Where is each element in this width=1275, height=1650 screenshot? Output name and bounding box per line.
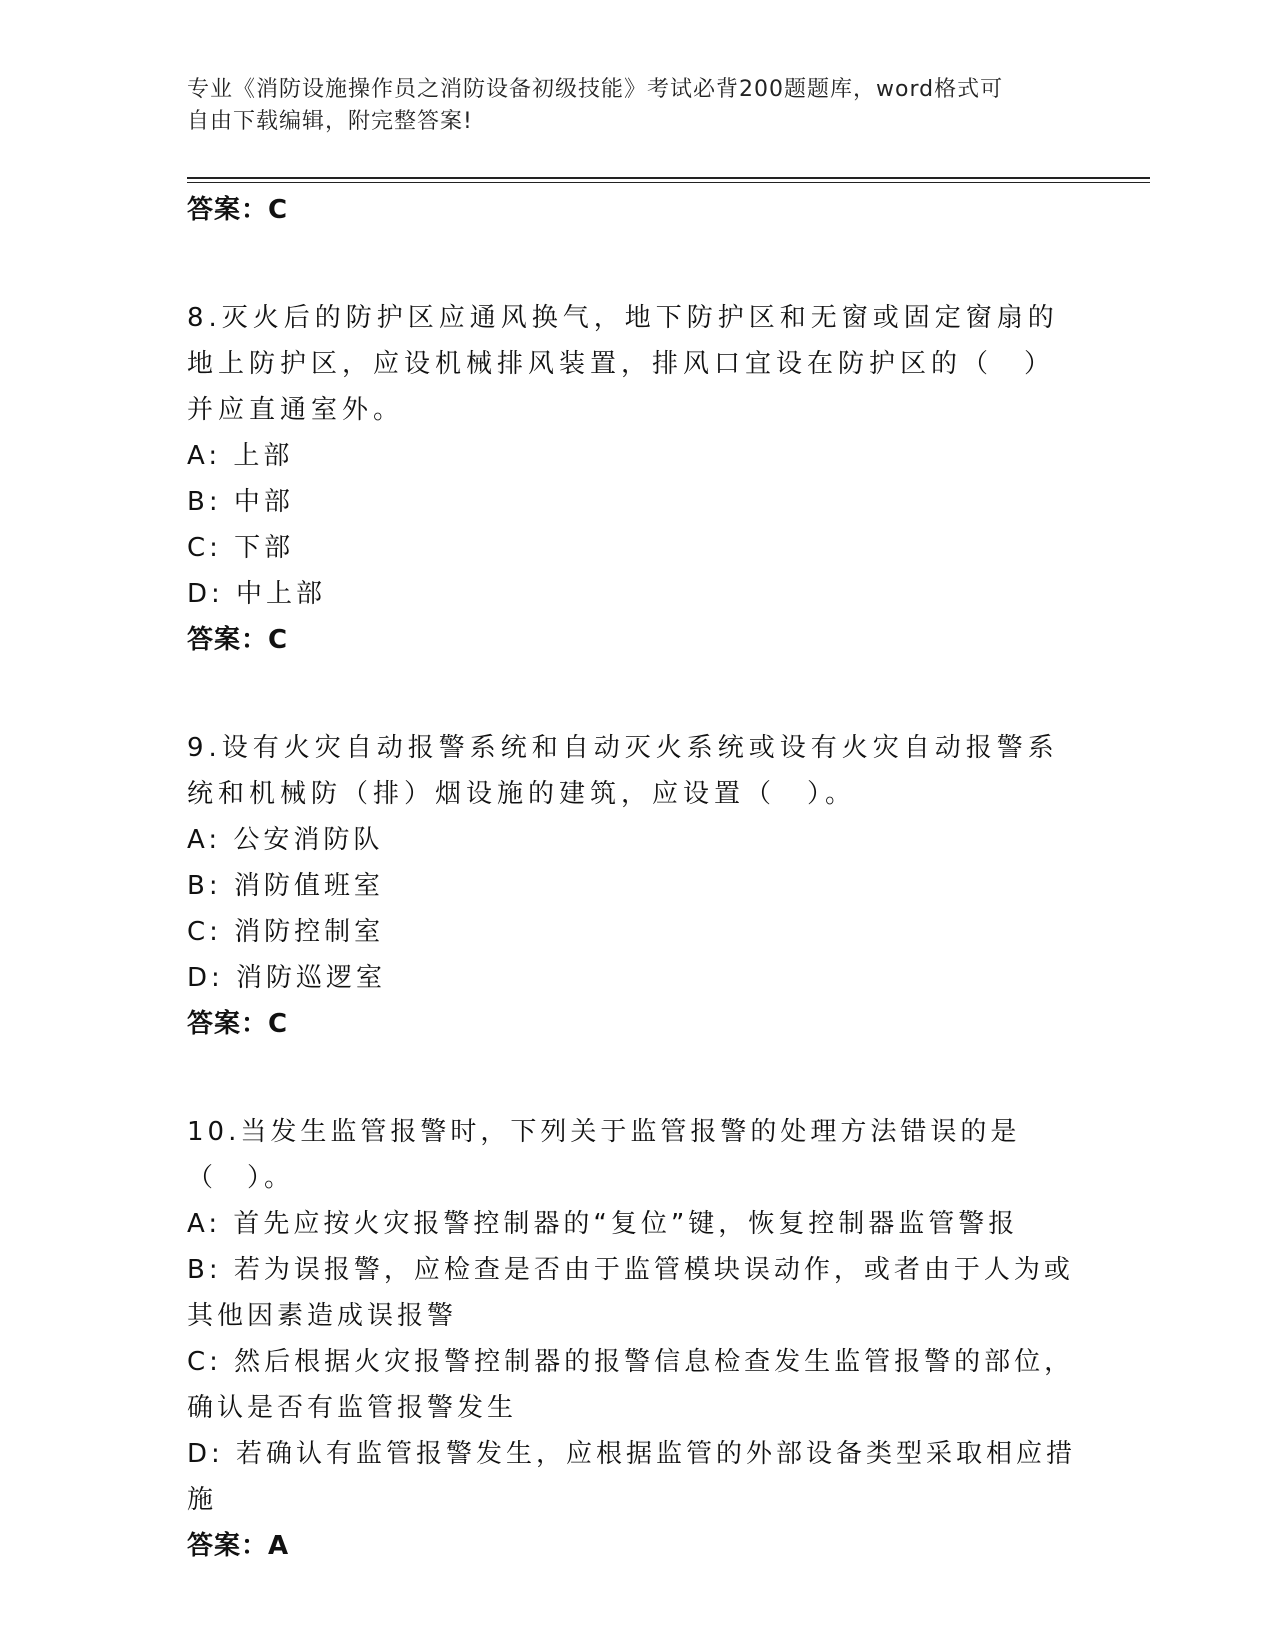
answer-text: 答案：A xyxy=(187,1531,290,1561)
question-9 xyxy=(187,725,1077,1047)
page-header xyxy=(187,74,1067,138)
header-divider-thick xyxy=(187,177,1150,179)
question-text: 10.当发生监管报警时，下列关于监管报警的处理方法错误的是（ ）。 xyxy=(187,1117,1021,1193)
question-answer xyxy=(187,617,1077,663)
spacer xyxy=(187,1047,1077,1109)
header-divider-thin xyxy=(187,182,1150,183)
question-8 xyxy=(187,295,1077,663)
option-a: A: 首先应按火灾报警控制器的“复位”键，恢复控制器监管警报 xyxy=(187,1209,1019,1239)
answer-text: 答案：C xyxy=(187,1009,289,1039)
question-answer xyxy=(187,1523,1077,1569)
question-text: 8.灭火后的防护区应通风换气，地下防护区和无窗或固定窗扇的地上防护区，应设机械排风装置，排风口宜设在防护区的（ ）并应直通室外。 xyxy=(187,303,1059,425)
option-c: C: 消防控制室 xyxy=(187,917,385,947)
option-b: B: 消防值班室 xyxy=(187,871,384,901)
answer-text: 答案：C xyxy=(187,195,289,225)
question-text: 9.设有火灾自动报警系统和自动灭火系统或设有火灾自动报警系统和机械防（排）烟设施的建筑，应设置（ ）。 xyxy=(187,733,1059,809)
question-answer xyxy=(187,1001,1077,1047)
header-line-2: 自由下载编辑，附完整答案! xyxy=(187,109,473,134)
option-d: D: 消防巡逻室 xyxy=(187,963,387,993)
option-d: D: 若确认有监管报警发生，应根据监管的外部设备类型采取相应措施 xyxy=(187,1439,1077,1515)
question-list xyxy=(187,187,1077,1569)
option-c: C: 下部 xyxy=(187,533,295,563)
option-a: A: 上部 xyxy=(187,441,294,471)
option-c: C: 然后根据火灾报警控制器的报警信息检查发生监管报警的部位，确认是否有监管报警发生 xyxy=(187,1347,1075,1423)
answer-text: 答案：C xyxy=(187,625,289,655)
option-b: B: 若为误报警，应检查是否由于监管模块误动作，或者由于人为或其他因素造成误报警 xyxy=(187,1255,1074,1331)
option-d: D: 中上部 xyxy=(187,579,327,609)
option-b: B: 中部 xyxy=(187,487,294,517)
previous-answer xyxy=(187,187,1077,233)
option-a: A: 公安消防队 xyxy=(187,825,384,855)
spacer xyxy=(187,233,1077,295)
question-10 xyxy=(187,1109,1077,1569)
spacer xyxy=(187,663,1077,725)
header-line-1: 专业《消防设施操作员之消防设备初级技能》考试必背200题题库，word格式可 xyxy=(187,77,1004,102)
